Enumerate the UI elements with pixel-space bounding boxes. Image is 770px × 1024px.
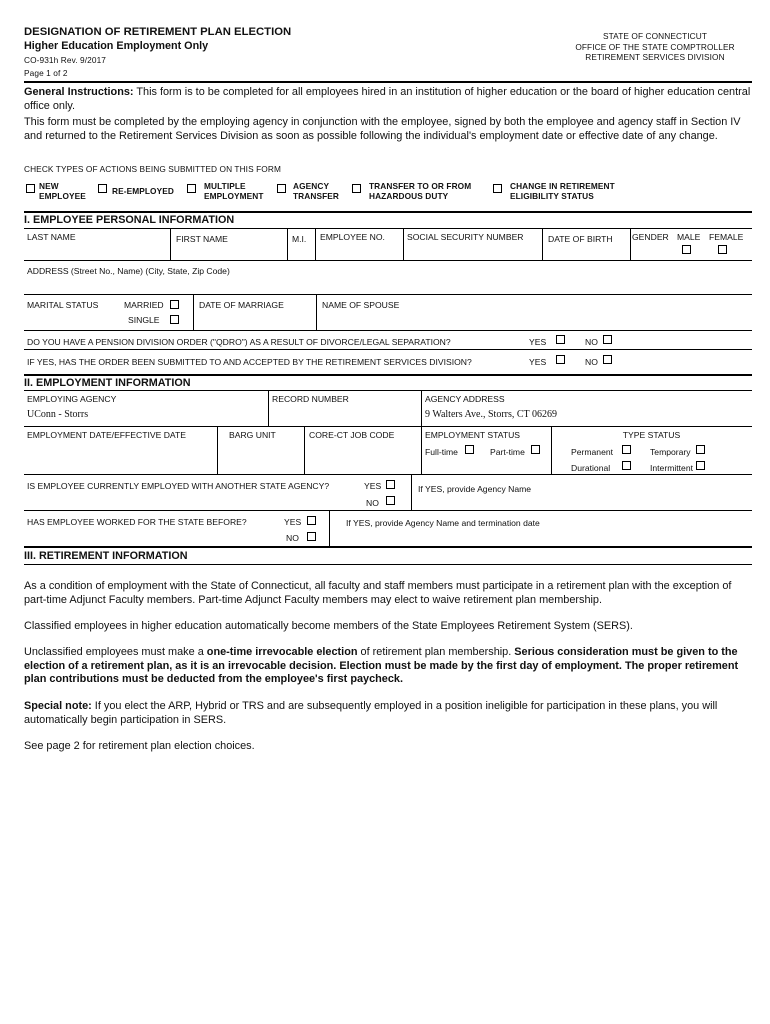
row-rule — [24, 474, 752, 475]
date-of-marriage-label: DATE OF MARRIAGE — [199, 300, 284, 310]
worked-before-no-label: NO — [286, 533, 299, 543]
worked-before-no-checkbox[interactable] — [307, 532, 316, 541]
divider — [421, 390, 422, 426]
divider — [315, 228, 316, 260]
new-employee-checkbox[interactable] — [26, 184, 35, 193]
row-rule — [24, 510, 752, 511]
divider — [316, 294, 317, 330]
change-eligibility-label-2: ELIGIBILITY STATUS — [510, 191, 594, 201]
temporary-label: Temporary — [650, 447, 691, 457]
barg-unit-label: BARG UNIT — [229, 430, 276, 440]
section2-top-rule — [24, 374, 752, 376]
re-employed-label: RE-EMPLOYED — [112, 186, 174, 196]
employing-agency-label: EMPLOYING AGENCY — [27, 394, 117, 404]
record-number-label: RECORD NUMBER — [272, 394, 349, 404]
multiple-employment-label-1: MULTIPLE — [204, 181, 246, 191]
ssn-label: SOCIAL SECURITY NUMBER — [407, 232, 524, 242]
qdro-submitted-question: IF YES, HAS THE ORDER BEEN SUBMITTED TO AND ACCEPTED BY THE RETIREMENT SERVICES DIVISION? — [27, 357, 472, 367]
multiple-employment-checkbox[interactable] — [187, 184, 196, 193]
agency-transfer-checkbox[interactable] — [277, 184, 286, 193]
row-rule — [24, 330, 752, 331]
page-number: Page 1 of 2 — [24, 68, 68, 78]
temporary-checkbox[interactable] — [696, 445, 705, 454]
agency-address-label: AGENCY ADDRESS — [425, 394, 505, 404]
change-eligibility-checkbox[interactable] — [493, 184, 502, 193]
divider — [542, 228, 543, 260]
worked-before-question: HAS EMPLOYEE WORKED FOR THE STATE BEFORE? — [27, 517, 247, 527]
retirement-paragraph-1: As a condition of employment with the State of Connecticut, all faculty and staff members must participate in a retirement plan with the exception of part-time Adjunct Faculty members. Part-time Adjunct Faculty members may elect to waive retirement plan membership. — [24, 580, 732, 606]
instructions-text-1: This form is to be completed for all employees hired in an institution of higher education or the board of higher education central office only. — [24, 86, 751, 112]
agency-line-3: RETIREMENT SERVICES DIVISION — [585, 52, 725, 62]
retirement-paragraph-3 — [24, 646, 752, 687]
agency-line-1: STATE OF CONNECTICUT — [602, 31, 708, 41]
p3-text-a: Unclassified employees must make a — [24, 646, 207, 658]
type-status-label: TYPE STATUS — [622, 430, 681, 440]
male-label: MALE — [677, 232, 701, 242]
p3-text-d: Serious consideration must be given to the election of a retirement plan, as it is an irrevocable decision. Election must be made by the first day of employment. The proper retirement plan contributions must be deducted from the employee's first paycheck. — [24, 646, 739, 686]
qdro-submitted-yes-label: YES — [529, 357, 547, 367]
divider — [403, 228, 404, 260]
if-yes-termination-label: If YES, provide Agency Name and termination date — [346, 518, 540, 528]
divider — [217, 426, 218, 474]
worked-before-yes-label: YES — [284, 517, 302, 527]
employee-no-label: EMPLOYEE NO. — [320, 232, 385, 242]
intermittent-checkbox[interactable] — [696, 461, 705, 470]
special-note-heading: Special note: — [24, 700, 92, 712]
section1-title: I. EMPLOYEE PERSONAL INFORMATION — [24, 214, 235, 226]
single-checkbox[interactable] — [170, 315, 179, 324]
qdro-no-label: NO — [585, 337, 598, 347]
section3-top-rule — [24, 546, 752, 548]
worked-before-yes-checkbox[interactable] — [307, 516, 316, 525]
part-time-label: Part-time — [490, 447, 525, 457]
retirement-paragraph-5: See page 2 for retirement plan election choices. — [24, 740, 255, 752]
employing-agency-value: UConn - Storrs — [27, 409, 89, 420]
new-employee-label-2: EMPLOYEE — [39, 191, 86, 201]
durational-label: Durational — [571, 463, 611, 473]
row-rule — [24, 260, 752, 261]
qdro-question: DO YOU HAVE A PENSION DIVISION ORDER ("QDRO") AS A RESULT OF DIVORCE/LEGAL SEPARATION? — [27, 337, 451, 347]
form-title: DESIGNATION OF RETIREMENT PLAN ELECTION — [24, 26, 292, 38]
other-agency-question: IS EMPLOYEE CURRENTLY EMPLOYED WITH ANOTHER STATE AGENCY? — [27, 481, 330, 491]
last-name-label: LAST NAME — [27, 232, 76, 242]
single-label: SINGLE — [128, 315, 160, 325]
divider — [411, 474, 412, 510]
mi-label: M.I. — [292, 234, 307, 244]
permanent-label: Permanent — [571, 447, 614, 457]
permanent-checkbox[interactable] — [622, 445, 631, 454]
intermittent-label: Intermittent — [650, 463, 693, 473]
actions-heading: CHECK TYPES OF ACTIONS BEING SUBMITTED ON THIS FORM — [24, 164, 281, 174]
divider — [287, 228, 288, 260]
core-ct-label: CORE-CT JOB CODE — [309, 430, 395, 440]
other-agency-no-checkbox[interactable] — [386, 496, 395, 505]
other-agency-yes-label: YES — [364, 481, 382, 491]
divider — [193, 294, 194, 330]
row-rule — [24, 349, 752, 350]
agency-transfer-label-1: AGENCY — [293, 181, 330, 191]
retirement-paragraph-2: Classified employees in higher education automatically become members of the State Employees Retirement System (SERS). — [24, 620, 633, 632]
gender-label: GENDER — [632, 232, 669, 242]
section2-title: II. EMPLOYMENT INFORMATION — [24, 377, 191, 389]
dob-label: DATE OF BIRTH — [548, 234, 613, 244]
full-time-checkbox[interactable] — [465, 445, 474, 454]
qdro-no-checkbox[interactable] — [603, 335, 612, 344]
marital-status-label: MARITAL STATUS — [27, 300, 99, 310]
agency-address-value: 9 Walters Ave., Storrs, CT 06269 — [425, 409, 557, 420]
employment-status-label: EMPLOYMENT STATUS — [425, 430, 521, 440]
section1-title-rule — [24, 228, 752, 229]
other-agency-no-label: NO — [366, 498, 379, 508]
if-yes-agency-label: If YES, provide Agency Name — [418, 484, 532, 494]
qdro-submitted-yes-checkbox[interactable] — [556, 355, 565, 364]
qdro-yes-checkbox[interactable] — [556, 335, 565, 344]
durational-checkbox[interactable] — [622, 461, 631, 470]
form-subtitle: Higher Education Employment Only — [24, 40, 209, 52]
section3-title-rule — [24, 564, 752, 565]
address-label: ADDRESS (Street No., Name) (City, State, Zip Code) — [27, 266, 230, 276]
divider — [630, 228, 631, 260]
female-checkbox[interactable] — [718, 245, 727, 254]
multiple-employment-label-2: EMPLOYMENT — [204, 191, 264, 201]
special-note-text: If you elect the ARP, Hybrid or TRS and are subsequently employed in a position ineligible for participation in these plans, you will automatically begin participation in SERS. — [24, 700, 718, 726]
p3-text-c: of retirement plan membership. — [357, 646, 515, 658]
qdro-submitted-no-label: NO — [585, 357, 598, 367]
married-label: MARRIED — [124, 300, 164, 310]
section2-title-rule — [24, 390, 752, 391]
retirement-special-note — [24, 700, 752, 727]
divider — [421, 426, 422, 474]
agency-line-2: OFFICE OF THE STATE COMPTROLLER — [575, 42, 735, 52]
divider — [329, 510, 330, 546]
other-agency-yes-checkbox[interactable] — [386, 480, 395, 489]
hazardous-duty-label-1: TRANSFER TO OR FROM — [369, 181, 472, 191]
first-name-label: FIRST NAME — [176, 234, 228, 244]
hazardous-duty-label-2: HAZARDOUS DUTY — [369, 191, 449, 201]
employment-date-label: EMPLOYMENT DATE/EFFECTIVE DATE — [27, 430, 187, 440]
female-label: FEMALE — [709, 232, 744, 242]
header-divider — [24, 81, 752, 83]
divider — [268, 390, 269, 426]
general-instructions — [24, 86, 752, 113]
row-rule — [24, 294, 752, 295]
row-rule — [24, 426, 752, 427]
section1-top-rule — [24, 211, 752, 213]
divider — [304, 426, 305, 474]
part-time-checkbox[interactable] — [531, 445, 540, 454]
re-employed-checkbox[interactable] — [98, 184, 107, 193]
hazardous-duty-checkbox[interactable] — [352, 184, 361, 193]
change-eligibility-label-1: CHANGE IN RETIREMENT — [510, 181, 615, 191]
married-checkbox[interactable] — [170, 300, 179, 309]
full-time-label: Full-time — [425, 447, 458, 457]
divider — [170, 228, 171, 260]
section3-title: III. RETIREMENT INFORMATION — [24, 550, 188, 562]
new-employee-label-1: NEW — [39, 181, 59, 191]
male-checkbox[interactable] — [682, 245, 691, 254]
qdro-yes-label: YES — [529, 337, 547, 347]
agency-transfer-label-2: TRANSFER — [293, 191, 339, 201]
instructions-heading: General Instructions: — [24, 86, 134, 98]
instructions-text-2: This form must be completed by the employing agency in conjunction with the employee, signed by both the employee and agency staff in Section IV and returned to the Retirement Services Division as soon as possible following the individual's employment date or effective date of any change. — [24, 116, 741, 142]
spouse-label: NAME OF SPOUSE — [322, 300, 400, 310]
qdro-submitted-no-checkbox[interactable] — [603, 355, 612, 364]
p3-text-b: one-time irrevocable election — [206, 646, 358, 658]
form-number: CO-931h Rev. 9/2017 — [24, 55, 106, 65]
